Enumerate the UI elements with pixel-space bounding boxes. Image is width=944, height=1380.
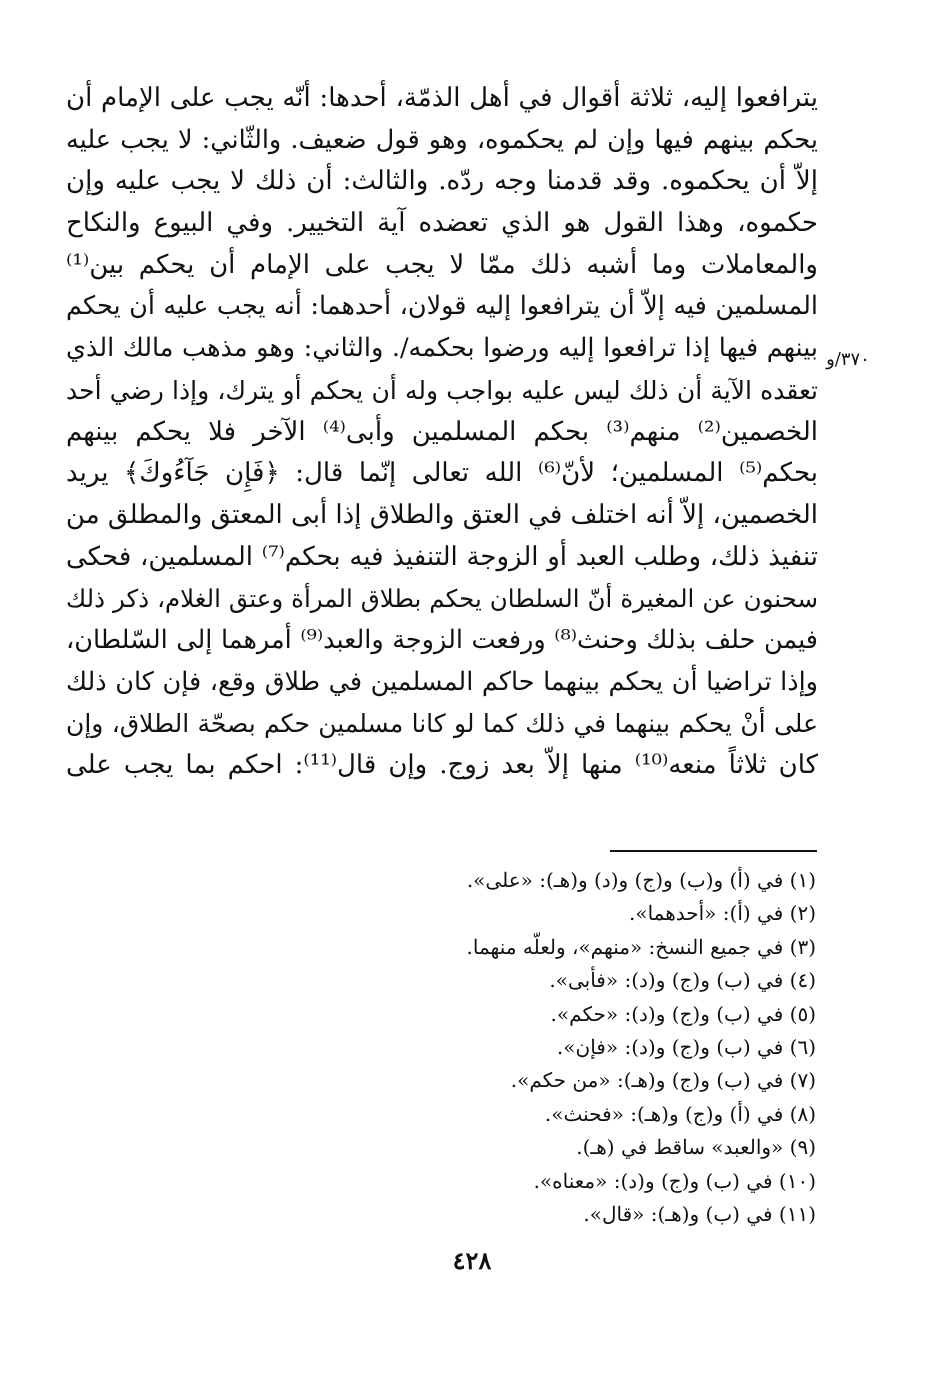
body-line: والمعاملات وما أشبه ذلك ممّا لا يجب على الإمام أن يحكم بين⁽¹⁾	[66, 249, 818, 280]
body-line: على أنْ يحكم بينهما في ذلك كما لو كانا مسلمين حكم بصحّة الطلاق، وإن	[66, 709, 818, 739]
main-text	[66, 78, 818, 787]
footnote-separator	[610, 850, 817, 852]
body-line: بحكم⁽⁵⁾ المسلمين؛ لأنّ⁽⁶⁾ الله تعالى إنّما قال: ﴿فَإِن جَآءُوكَ﴾ يريد	[66, 458, 818, 489]
footnote: (٨) في (أ) و(ج) و(هـ): «فحنث».	[544, 1101, 816, 1126]
footnote: (٢) في (أ): «أحدهما».	[628, 901, 816, 926]
footnote: (٥) في (ب) و(ج) و(د): «حكم».	[550, 1001, 816, 1026]
body-line: بينهم فيها إذا ترافعوا إليه ورضوا بحكمه/. والثاني: وهو مذهب مالك الذي	[66, 333, 818, 364]
body-line: تعقده الآية أن ذلك ليس عليه بواجب وله أن يحكم أو يترك، وإذا رضي أحد	[66, 375, 818, 405]
footnote: (١٠) في (ب) و(ج) و(د): «معناه».	[533, 1168, 816, 1193]
footnote: (٩) «والعبد» ساقط في (هـ).	[576, 1135, 816, 1160]
footnote: (٣) في جميع النسخ: «منهم»، ولعلّه منهما.	[466, 934, 816, 959]
footnote: (٤) في (ب) و(ج) و(د): «فأبى».	[549, 968, 816, 993]
body-line: تنفيذ ذلك، وطلب العبد أو الزوجة التنفيذ فيه بحكم⁽⁷⁾ المسلمين، فحكى	[66, 541, 818, 572]
body-line: الخصمين⁽²⁾ منهم⁽³⁾ بحكم المسلمين وأبى⁽⁴⁾ الآخر فلا يحكم بينهم	[66, 416, 818, 447]
manuscript-folio-reference: ٣٧٠/و	[826, 349, 870, 370]
footnotes	[300, 864, 816, 1231]
body-line: يترافعوا إليه، ثلاثة أقوال في أهل الذمّة، أحدها: أنّه يجب على الإمام أن	[66, 83, 818, 113]
body-line: الخصمين، إلاّ أنه اختلف في العتق والطلاق إذا أبى المعتق والمطلق من	[65, 499, 818, 530]
body-line: يحكم بينهم فيها وإن لم يحكموه، وهو قول ضعيف. والثّاني: لا يجب عليه	[66, 124, 818, 155]
body-line: كان ثلاثاً منعه⁽¹⁰⁾ منها إلاّ بعد زوج. وإن قال⁽¹¹⁾: احكم بما يجب على	[66, 750, 818, 780]
footnote: (١١) في (ب) و(هـ): «قال».	[583, 1201, 816, 1226]
footnote: (٦) في (ب) و(ج) و(د): «فإن».	[556, 1034, 816, 1059]
body-line: المسلمين فيه إلاّ أن يترافعوا إليه قولان، أحدهما: أنه يجب عليه أن يحكم	[66, 291, 818, 322]
body-line: إلاّ أن يحكموه. وقد قدمنا وجه ردّه. والثالث: أن ذلك لا يجب عليه وإن	[66, 166, 818, 197]
footnote: (٧) في (ب) و(ج) و(هـ): «من حكم».	[510, 1068, 816, 1093]
body-line: فيمن حلف بذلك وحنث⁽⁸⁾ ورفعت الزوجة والعبد⁽⁹⁾ أمرهما إلى السّلطان،	[66, 624, 818, 655]
body-line: سحنون عن المغيرة أنّ السلطان يحكم بطلاق المرأة وعتق الغلام، ذكر ذلك	[66, 584, 818, 614]
body-line: حكموه، وهذا القول هو الذي تعضده آية التخيير. وفي البيوع والنكاح	[66, 208, 818, 239]
footnote: (١) في (أ) و(ب) و(ج) و(د) و(هـ): «على».	[466, 868, 816, 892]
body-line: وإذا تراضيا أن يحكم بينهما حاكم المسلمين في طلاق وقع، فإن كان ذلك	[66, 666, 818, 697]
page-number: ٤٢٨	[452, 1246, 492, 1275]
